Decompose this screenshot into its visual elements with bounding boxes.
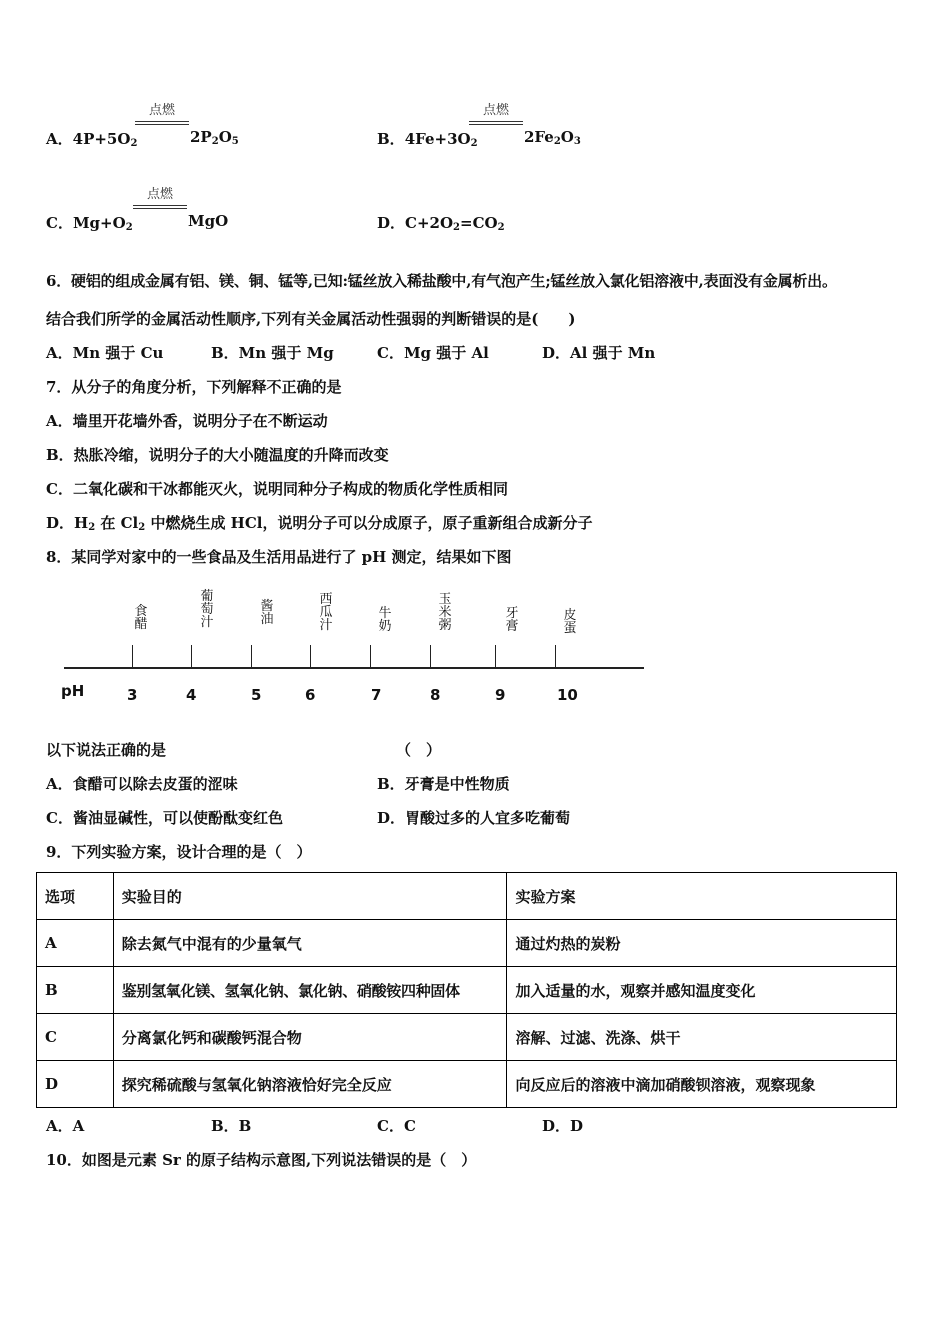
ph-tick: [191, 645, 192, 667]
ph-axis-label: pH: [61, 682, 85, 700]
q6-option-b: B．Mn 强于 Mg: [211, 344, 334, 362]
ph-item-label: 酱油: [260, 599, 274, 627]
q9-option-b: B．B: [211, 1117, 252, 1135]
q7-option-b: B．热胀冷缩，说明分子的大小随温度的升降而改变: [46, 446, 389, 464]
ph-tick-label: 10: [557, 686, 578, 704]
ph-tick-label: 4: [186, 686, 197, 704]
table-row: [37, 967, 897, 1014]
ph-item-label: 葡萄汁: [200, 589, 214, 630]
ph-tick-label: 8: [430, 686, 441, 704]
q8-option-a: A．食醋可以除去皮蛋的涩味: [46, 775, 238, 793]
q9-option-a: A．A: [46, 1117, 85, 1135]
ph-tick: [251, 645, 252, 667]
q6-option-a: A．Mn 强于 Cu: [46, 344, 164, 362]
ph-tick-label: 9: [495, 686, 506, 704]
table-header-cell: 实验目的: [113, 873, 507, 920]
reaction-condition: 点燃: [133, 187, 187, 209]
ph-tick: [370, 645, 371, 667]
table-row: [37, 1014, 897, 1061]
table-cell: B: [37, 967, 114, 1014]
ph-item-label: 牙膏: [505, 606, 519, 634]
table-header-cell: 选项: [37, 873, 114, 920]
ph-tick: [495, 645, 496, 667]
q7-option-d: D．$H_2$ 在 $Cl_2$ 中燃烧生成 HCl，说明分子可以分成原子，原子重新组合成新分子: [46, 514, 593, 533]
ph-item-label: 牛奶: [378, 606, 392, 634]
q8-option-c: C．酱油显碱性，可以使酚酞变红色: [46, 809, 283, 827]
q9-option-c: C．C: [377, 1117, 416, 1135]
q6-stem-line2: 结合我们所学的金属活动性顺序,下列有关金属活动性强弱的判断错误的是( ): [46, 310, 576, 328]
q9-option-d: D．D: [542, 1117, 584, 1135]
q7-option-a: A．墙里开花墙外香，说明分子在不断运动: [46, 412, 328, 430]
q8-option-b: B．牙膏是中性物质: [377, 775, 510, 793]
q7-option-c: C．二氧化碳和干冰都能灭火，说明同种分子构成的物质化学性质相同: [46, 480, 508, 498]
table-cell: 探究稀硫酸与氢氧化钠溶液恰好完全反应: [113, 1061, 507, 1108]
ph-tick: [310, 645, 311, 667]
ph-tick-label: 7: [371, 686, 382, 704]
q9-stem: 9．下列实验方案，设计合理的是（ ）: [46, 843, 312, 861]
q6-option-d: D．Al 强于 Mn: [542, 344, 656, 362]
table-cell: 除去氮气中混有的少量氧气: [113, 920, 507, 967]
table-cell: 鉴别氢氧化镁、氢氧化钠、氯化钠、硝酸铵四种固体: [113, 967, 507, 1014]
q8-answer-paren: （ ）: [396, 741, 442, 759]
q8-stem: 8．某同学对家中的一些食品及生活用品进行了 pH 测定，结果如下图: [46, 548, 512, 566]
q6-stem-line1: 6．硬铝的组成金属有铝、镁、铜、锰等,已知:锰丝放入稀盐酸中,有气泡产生;锰丝放入氯化铝溶液中,表面没有金属析出。: [46, 272, 837, 290]
ph-tick-label: 6: [305, 686, 316, 704]
table-cell: 通过灼热的炭粉: [507, 920, 897, 967]
reaction-condition: 点燃: [469, 103, 523, 125]
ph-tick: [430, 645, 431, 667]
table-cell: 加入适量的水，观察并感知温度变化: [507, 967, 897, 1014]
table-cell: 溶解、过滤、洗涤、烘干: [507, 1014, 897, 1061]
ph-item-label: 玉米粥: [438, 592, 452, 633]
table-row: [37, 1061, 897, 1108]
table-cell: A: [37, 920, 114, 967]
table-cell: 向反应后的溶液中滴加硝酸钡溶液，观察现象: [507, 1061, 897, 1108]
ph-tick: [132, 645, 133, 667]
q10-stem: 10．如图是元素 Sr 的原子结构示意图,下列说法错误的是（ ）: [46, 1151, 477, 1169]
q8-prompt: 以下说法正确的是: [46, 741, 167, 759]
ph-axis-line: [64, 667, 644, 669]
table-row: [37, 920, 897, 967]
ph-tick: [555, 645, 556, 667]
ph-item-label: 食醋: [134, 604, 148, 632]
table-cell: D: [37, 1061, 114, 1108]
q8-option-d: D．胃酸过多的人宜多吃葡萄: [377, 809, 571, 827]
ph-item-label: 皮蛋: [563, 608, 577, 636]
reaction-condition: 点燃: [135, 103, 189, 125]
table-cell: C: [37, 1014, 114, 1061]
q6-option-c: C．Mg 强于 Al: [377, 344, 489, 362]
table-cell: 分离氯化钙和碳酸钙混合物: [113, 1014, 507, 1061]
ph-item-label: 西瓜汁: [319, 592, 333, 633]
table-header-row: [37, 873, 897, 920]
experiment-table: [36, 872, 897, 1108]
table-header-cell: 实验方案: [507, 873, 897, 920]
ph-tick-label: 3: [127, 686, 138, 704]
ph-tick-label: 5: [251, 686, 262, 704]
q7-stem: 7．从分子的角度分析，下列解释不正确的是: [46, 378, 342, 396]
